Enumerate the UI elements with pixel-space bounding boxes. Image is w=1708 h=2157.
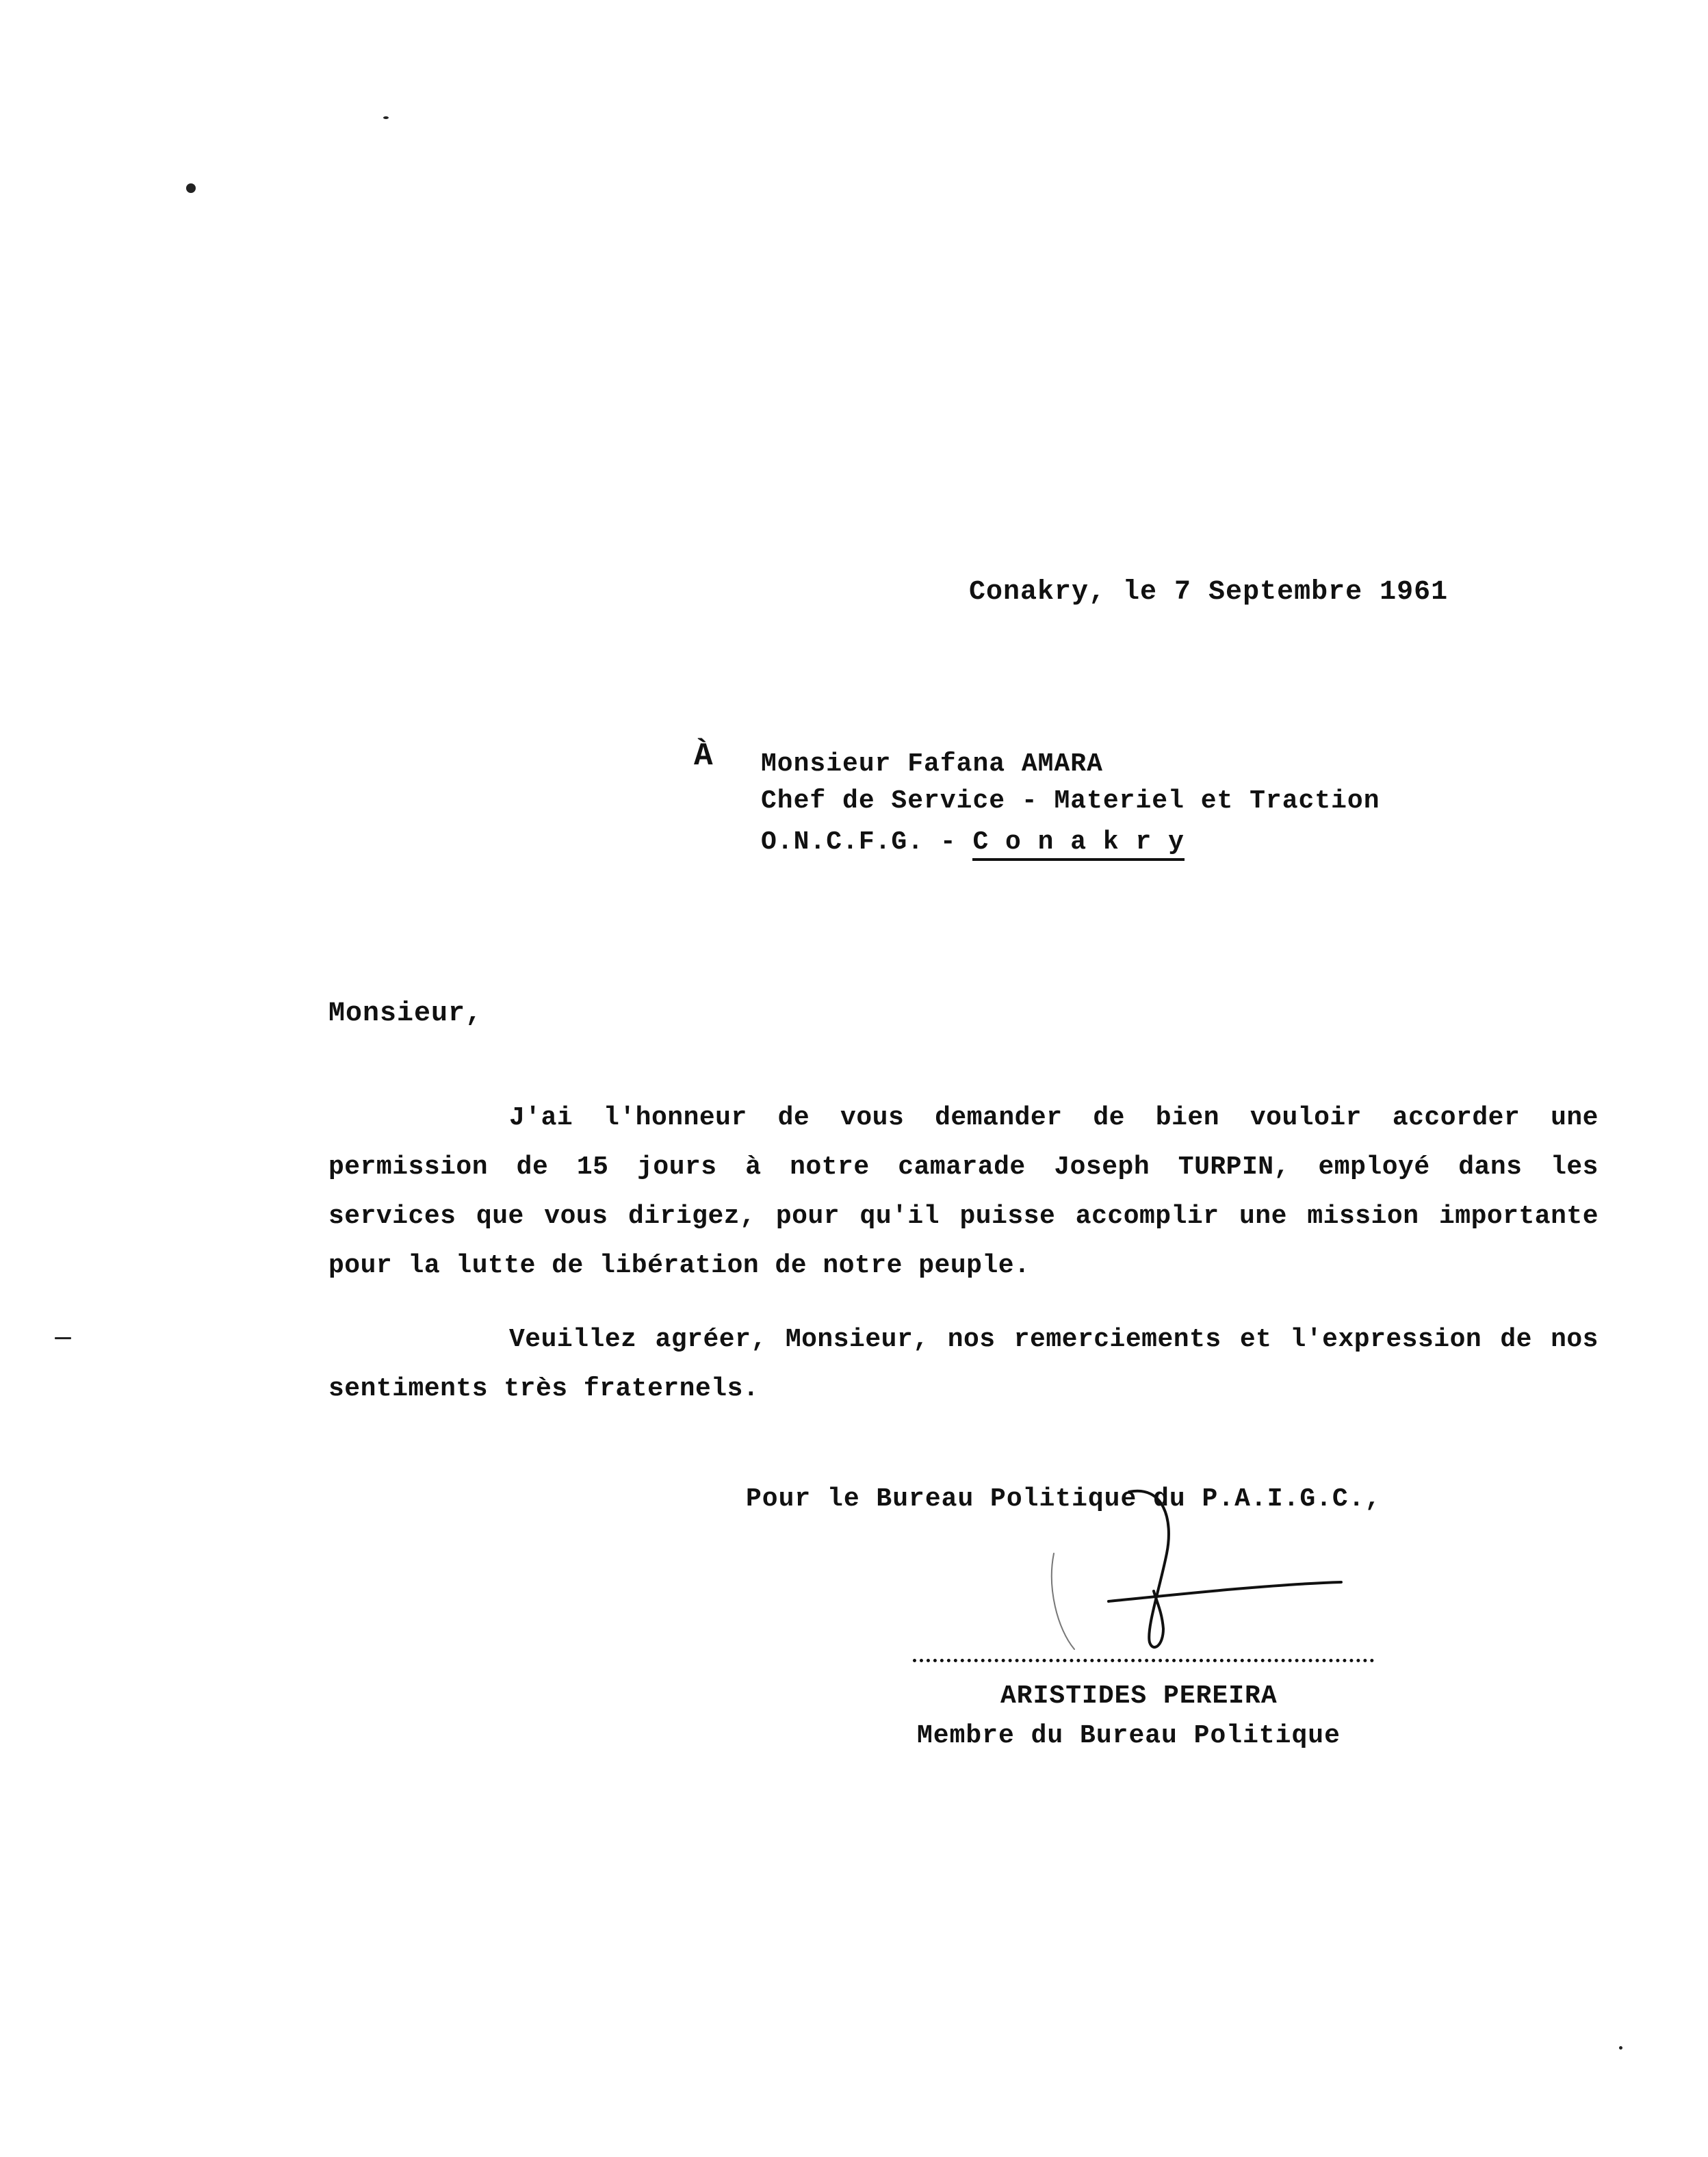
salutation: Monsieur, <box>328 998 483 1029</box>
recipient-organization <box>761 829 1185 855</box>
scan-speck <box>55 1337 71 1339</box>
recipient-org-code: O.N.C.F.G. - <box>761 827 973 857</box>
recipient-title: Chef de Service - Materiel et Traction <box>761 786 1380 816</box>
recipient-prefix: À <box>694 738 714 774</box>
scan-speck <box>186 183 196 193</box>
signatory-role: Membre du Bureau Politique <box>917 1721 1341 1751</box>
signature-rule <box>913 1659 1374 1662</box>
on-behalf-of-line: Pour le Bureau Politique du P.A.I.G.C., <box>746 1484 1382 1514</box>
scan-speck <box>1619 2046 1622 2050</box>
scan-speck <box>383 116 389 119</box>
handwritten-signature <box>1026 1471 1382 1663</box>
signatory-name: ARISTIDES PEREIRA <box>1000 1681 1278 1711</box>
body-paragraph-closing: Veuillez agréer, Monsieur, nos remerciements et l'expression de nos sentiments très fraternels. <box>328 1325 1599 1404</box>
date-line: Conakry, le 7 Septembre 1961 <box>969 577 1449 608</box>
body-paragraph-request: J'ai l'honneur de vous demander de bien vouloir accorder une permission de 15 jours à notre camarade Joseph TURPIN, employé dans les services que vous dirigez, pour qu'il puisse accomplir une mission importante pour la lutte de libération de notre peuple. <box>328 1103 1599 1280</box>
recipient-name: Monsieur Fafana AMARA <box>761 749 1103 779</box>
recipient-city: C o n a k r y <box>972 827 1184 861</box>
